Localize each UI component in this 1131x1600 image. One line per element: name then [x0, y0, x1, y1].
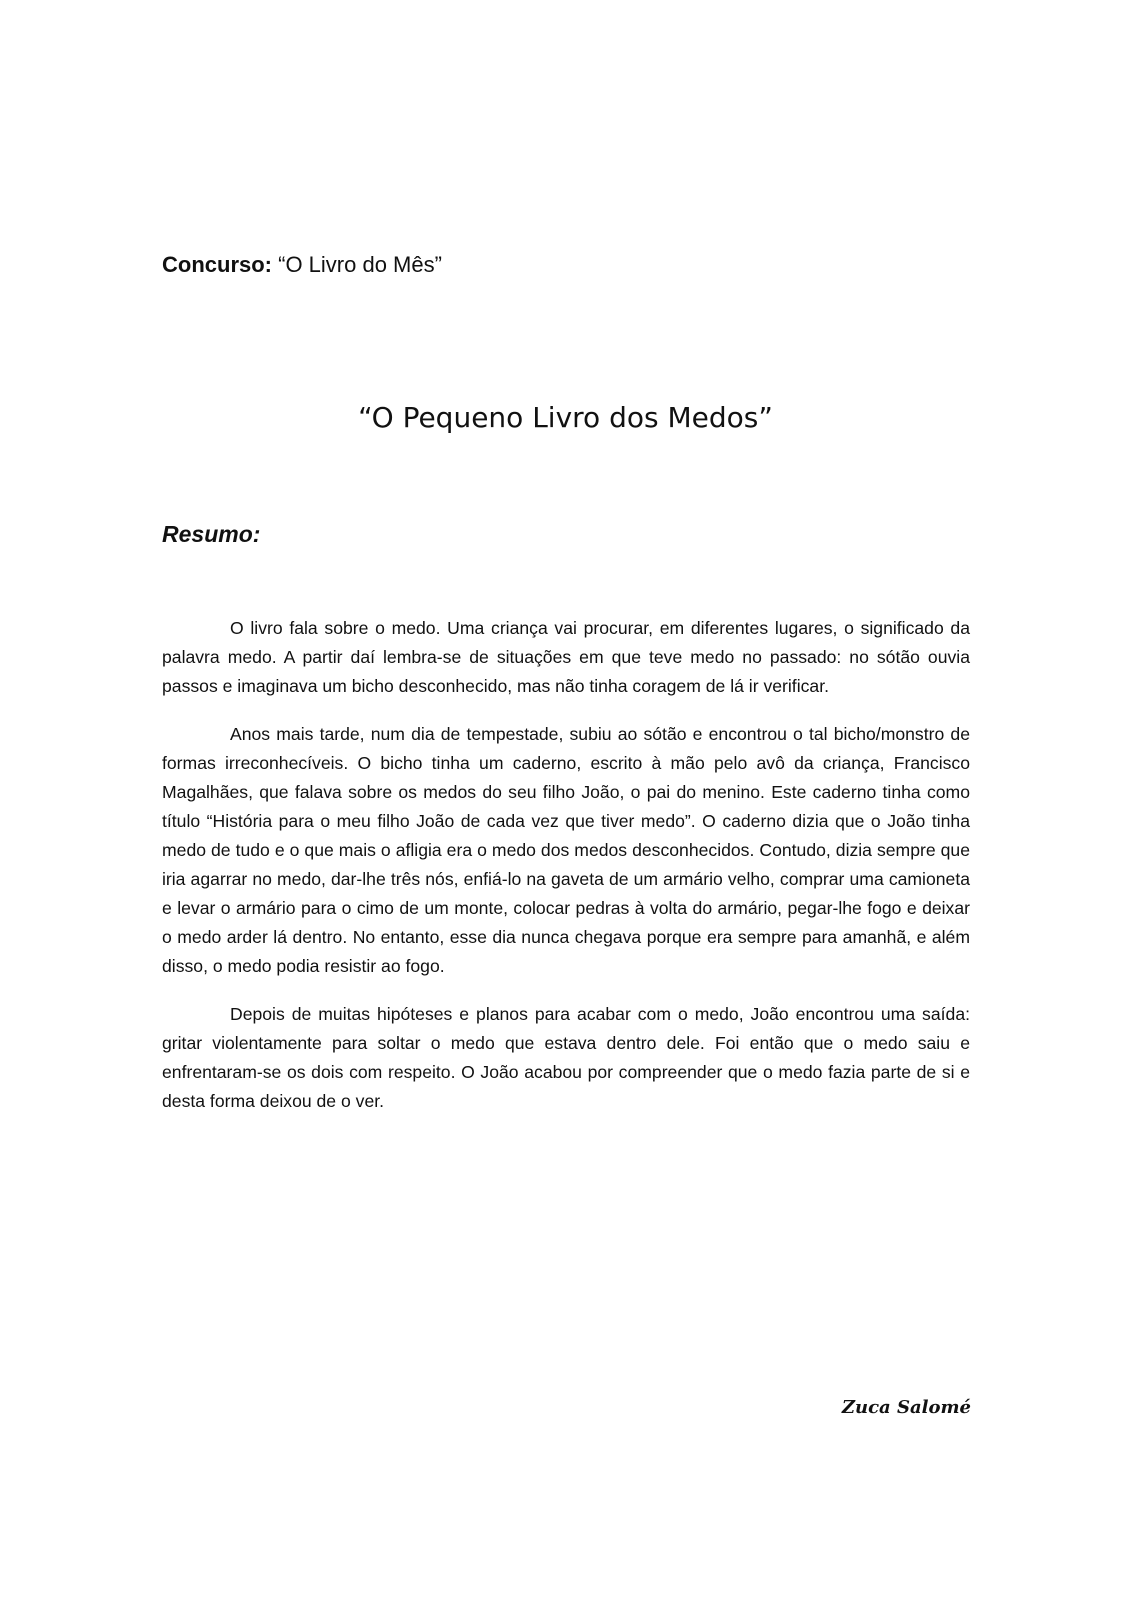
contest-label: Concurso:	[162, 252, 272, 277]
contest-line	[162, 250, 442, 280]
summary-heading: Resumo:	[162, 521, 261, 547]
summary-paragraph-1: O livro fala sobre o medo. Uma criança vai procurar, em diferentes lugares, o significado da palavra medo. A partir daí lembra-se de situações em que teve medo no passado: no sótão ouvia passos e imaginava um bicho desconhecido, mas não tinha coragem de lá ir verificar.	[162, 618, 970, 696]
author-signature: Zuca Salomé	[841, 1397, 971, 1418]
contest-value: “O Livro do Mês”	[278, 252, 442, 277]
summary-body	[162, 614, 970, 1135]
summary-paragraph-2: Anos mais tarde, num dia de tempestade, subiu ao sótão e encontrou o tal bicho/monstro de formas irreconhecíveis. O bicho tinha um caderno, escrito à mão pelo avô da criança, Francisco Magalhães, que falava sobre os medos do seu filho João, o pai do menino. Este caderno tinha como título “História para o meu filho João de cada vez que tiver medo”. O caderno dizia que o João tinha medo de tudo e o que mais o afligia era o medo dos medos desconhecidos. Contudo, dizia sempre que iria agarrar no medo, dar-lhe três nós, enfiá-lo na gaveta de um armário velho, comprar uma camioneta e levar o armário para o cimo de um monte, colocar pedras à volta do armário, pegar-lhe fogo e deixar o medo arder lá dentro. No entanto, esse dia nunca chegava porque era sempre para amanhã, e além disso, o medo podia resistir ao fogo.	[162, 724, 970, 976]
summary-paragraph-3: Depois de muitas hipóteses e planos para acabar com o medo, João encontrou uma saída: gritar violentamente para soltar o medo que estava dentro dele. Foi então que o medo saiu e enfrentaram-se os dois com respeito. O João acabou por compreender que o medo fazia parte de si e desta forma deixou de o ver.	[162, 1004, 970, 1111]
book-title: “O Pequeno Livro dos Medos”	[358, 401, 773, 434]
